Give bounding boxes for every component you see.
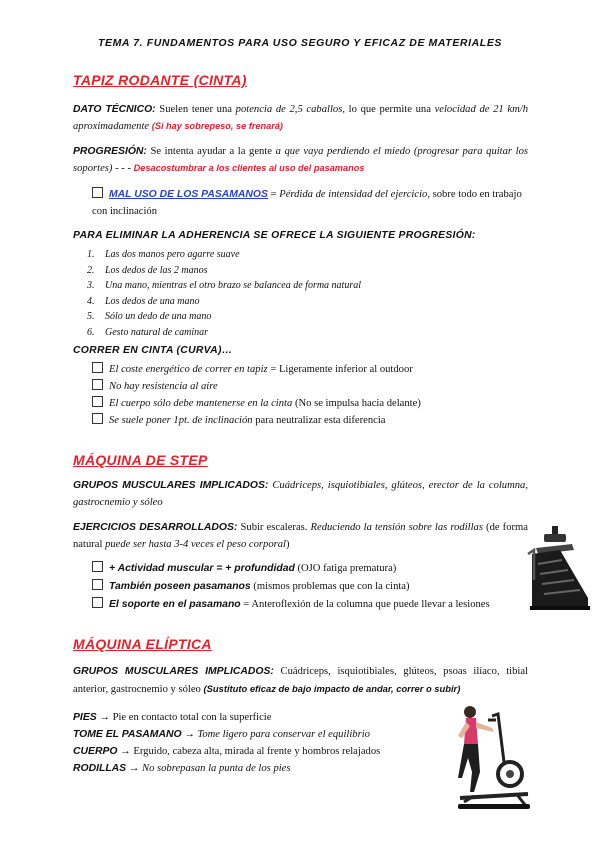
checkbox-icon[interactable] bbox=[92, 362, 103, 373]
sobrepeso-note: (Si hay sobrepeso, se frenará) bbox=[151, 121, 283, 131]
pies-line: PIES → Pie en contacto total con la superficie bbox=[73, 712, 272, 723]
mal-uso-link[interactable]: MAL USO DE LOS PASAMANOS bbox=[109, 189, 268, 200]
cuerpo-line: CUERPO → Erguido, cabeza alta, mirada al frente y hombros relajados bbox=[73, 746, 381, 757]
checkbox-icon[interactable] bbox=[92, 561, 103, 572]
grupos-label: GRUPOS MUSCULARES IMPLICADOS: bbox=[73, 666, 274, 677]
dato-text: , lo que permite una bbox=[342, 104, 435, 115]
ejercicios-label: EJERCICIOS DESARROLLADOS: bbox=[73, 522, 238, 533]
list-item: 5. Sólo un dedo de una mano bbox=[87, 311, 212, 323]
checkbox-icon[interactable] bbox=[92, 413, 103, 424]
list-item: 2. Los dedos de las 2 manos bbox=[87, 264, 208, 276]
progresion-italic: a que vaya perdiendo el miedo (progresar para quitar los soportes) bbox=[73, 146, 529, 174]
list-item: 6. Gesto natural de caminar bbox=[87, 326, 209, 338]
progresion-label: PROGRESIÓN: bbox=[73, 146, 147, 157]
mal-uso-item bbox=[92, 186, 528, 220]
checkbox-icon[interactable] bbox=[92, 396, 103, 407]
correr-item-3: El cuerpo sólo debe mantenerse en la cinta (No se impulsa hacia delante) bbox=[92, 396, 421, 412]
dato-italic: velocidad de 21 km/h aproximadamente bbox=[73, 104, 528, 132]
step-item-3: El soporte en el pasamano = Anteroflexión de la columna que puede llevar a lesiones bbox=[92, 597, 490, 613]
checkbox-icon[interactable] bbox=[92, 379, 103, 390]
section-heading-step: MÁQUINA DE STEP bbox=[73, 452, 208, 468]
checkbox-icon[interactable] bbox=[92, 597, 103, 608]
elliptical-machine-image bbox=[440, 702, 540, 814]
correr-heading: CORRER EN CINTA (CURVA)… bbox=[73, 345, 233, 356]
correr-item-1: El coste energético de correr en tapiz = Ligeramente inferior al outdoor bbox=[92, 362, 413, 378]
grupos-label: GRUPOS MUSCULARES IMPLICADOS: bbox=[73, 480, 269, 491]
dato-tecnico-label: DATO TÉCNICO: bbox=[73, 104, 156, 115]
mal-uso-text: = bbox=[267, 189, 280, 200]
adherencia-heading: PARA ELIMINAR LA ADHERENCIA SE OFRECE LA SIGUIENTE PROGRESIÓN: bbox=[73, 230, 476, 241]
progression-steps-list bbox=[73, 247, 361, 341]
step-item-2: También poseen pasamanos (mismos problemas que con la cinta) bbox=[92, 579, 410, 595]
section-heading-eliptica: MÁQUINA ELÍPTICA bbox=[73, 636, 212, 652]
list-item: 4. Los dedos de una mano bbox=[87, 295, 200, 307]
dato-text: Suelen tener una bbox=[155, 104, 236, 115]
list-item: 1. Las dos manos pero agarre suave bbox=[87, 249, 240, 260]
tome-line: TOME EL PASAMANO → Tome ligero para conservar el equilibrio bbox=[73, 729, 370, 740]
dato-italic: potencia de 2,5 caballos bbox=[235, 104, 343, 115]
rodillas-line: RODILLAS → No sobrepasan la punta de los pies bbox=[73, 763, 291, 774]
progresion-text: Se intenta ayudar a la gente bbox=[146, 146, 276, 157]
step-item-1: + Actividad muscular = + profundidad (OJO fatiga prematura) bbox=[92, 561, 396, 577]
section-heading-tapiz: TAPIZ RODANTE (CINTA) bbox=[73, 72, 247, 88]
progresion-paragraph bbox=[73, 143, 528, 177]
progresion-text: - - - bbox=[112, 163, 134, 174]
list-item: 3. Una mano, mientras el otro brazo se balancea de forma natural bbox=[87, 280, 362, 292]
mal-uso-italic: Pérdida de intensidad del ejercicio bbox=[279, 189, 428, 200]
correr-item-2: No hay resistencia al aire bbox=[92, 379, 218, 395]
step-grupos-paragraph: GRUPOS MUSCULARES IMPLICADOS: Cuádriceps, isquiotibiales, glúteos, erector de la columna, gastrocnemio y sóleo bbox=[73, 480, 529, 508]
pasamanos-note: Desacostumbrar a los clientes al uso del pasamanos bbox=[133, 163, 365, 173]
step-ejercicios-paragraph: EJERCICIOS DESARROLLADOS: Subir escaleras. Reduciendo la tensión sobre las rodillas (de forma natural puede ser hasta 3-4 veces el peso corporal) bbox=[73, 522, 528, 550]
document-title: TEMA 7. FUNDAMENTOS PARA USO SEGURO Y EFICAZ DE MATERIALES bbox=[97, 37, 503, 49]
mal-uso-text: , sobre todo en trabajo con inclinación bbox=[92, 189, 522, 217]
correr-item-4: Se suele poner 1pt. de inclinación para neutralizar esta diferencia bbox=[92, 413, 386, 429]
checkbox-icon[interactable] bbox=[92, 579, 103, 590]
eliptica-grupos-paragraph: GRUPOS MUSCULARES IMPLICADOS: Cuádriceps, isquiotibiales, glúteos, psoas ilíaco, tibial anterior, gastrocnemio y sóleo (Sustituto eficaz de bajo impacto de andar, correr o subir) bbox=[73, 666, 528, 695]
checkbox-icon[interactable] bbox=[92, 187, 103, 198]
dato-tecnico-paragraph bbox=[73, 101, 528, 135]
stepper-machine-image bbox=[522, 520, 592, 612]
